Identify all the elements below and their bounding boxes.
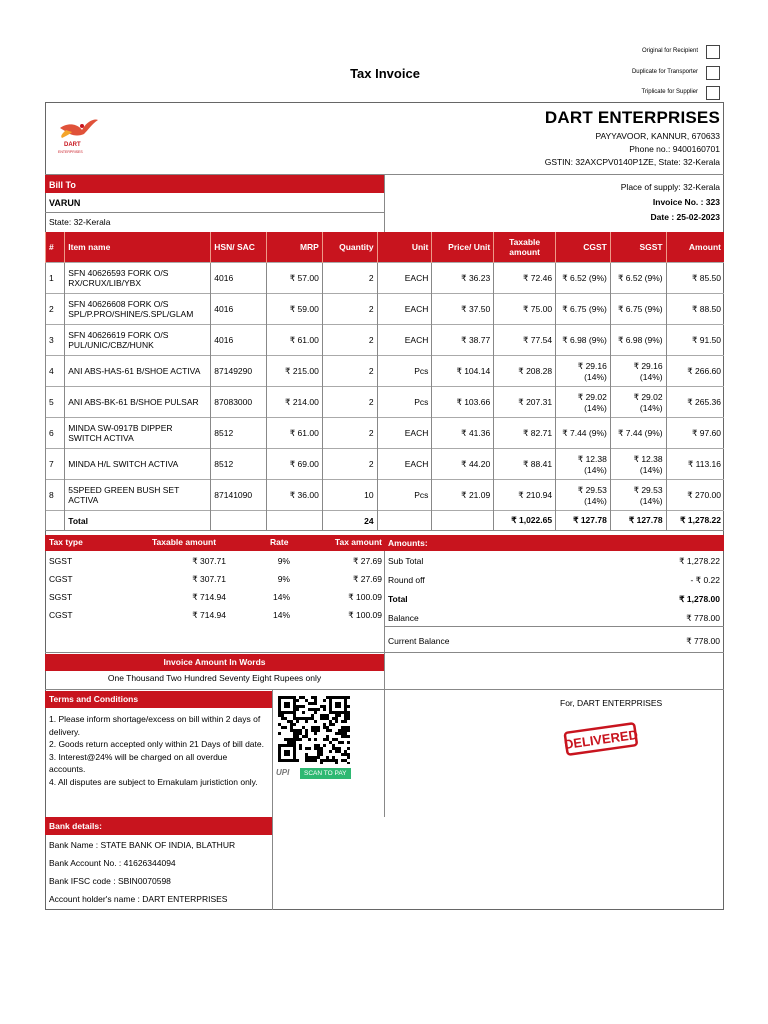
item-sgst: ₹ 29.53 (14%) — [610, 480, 666, 511]
bank-details-header: Bank details: — [45, 817, 272, 835]
item-price: ₹ 37.50 — [432, 294, 494, 325]
item-price: ₹ 44.20 — [432, 449, 494, 480]
tax-type: CGST — [49, 574, 73, 584]
tax-taxable: ₹ 307.71 — [192, 556, 226, 566]
item-sgst: ₹ 6.52 (9%) — [610, 263, 666, 294]
tax-type-header: Tax type — [49, 537, 83, 547]
logo-text: DART — [64, 142, 81, 148]
item-sgst: ₹ 6.75 (9%) — [610, 294, 666, 325]
item-name: SFN 40626619 FORK O/S PUL/UNIC/CBZ/HUNK — [65, 325, 211, 356]
upi-logo: UPI — [276, 768, 290, 777]
tax-amount: ₹ 27.69 — [352, 556, 382, 566]
total-label: Total — [65, 511, 211, 531]
company-details — [545, 108, 720, 167]
item-cgst: ₹ 6.52 (9%) — [556, 263, 611, 294]
item-unit: EACH — [377, 325, 432, 356]
amount-row — [384, 591, 724, 609]
total-cgst: ₹ 127.78 — [556, 511, 611, 531]
tax-amount: ₹ 100.09 — [348, 592, 382, 602]
item-qty: 2 — [322, 294, 377, 325]
account-holder: Account holder's name : DART ENTERPRISES — [49, 894, 228, 904]
delivered-stamp-icon — [562, 722, 640, 758]
tax-amount: ₹ 100.09 — [348, 610, 382, 620]
table-row — [46, 418, 725, 449]
item-index: 5 — [46, 387, 65, 418]
col-cgst: CGST — [556, 232, 611, 263]
item-mrp: ₹ 61.00 — [267, 325, 323, 356]
term-4: 4. All disputes are subject to Ernakulam juristiction only. — [49, 776, 258, 787]
current-balance-label: Current Balance — [388, 636, 450, 646]
item-price: ₹ 21.09 — [432, 480, 494, 511]
item-mrp: ₹ 36.00 — [267, 480, 323, 511]
total-amount: ₹ 1,278.22 — [666, 511, 724, 531]
table-row — [46, 449, 725, 480]
item-taxable: ₹ 208.28 — [494, 356, 556, 387]
item-mrp: ₹ 214.00 — [267, 387, 323, 418]
tax-row — [45, 571, 384, 589]
item-amount: ₹ 113.16 — [666, 449, 724, 480]
item-mrp: ₹ 69.00 — [267, 449, 323, 480]
amount-row — [384, 572, 724, 590]
table-row — [46, 294, 725, 325]
col-index: # — [46, 232, 65, 263]
item-hsn: 87141090 — [211, 480, 267, 511]
item-name: 5SPEED GREEN BUSH SET ACTIVA — [65, 480, 211, 511]
item-taxable: ₹ 88.41 — [494, 449, 556, 480]
amount-label: Sub Total — [388, 556, 424, 566]
item-mrp: ₹ 57.00 — [267, 263, 323, 294]
item-unit: EACH — [377, 449, 432, 480]
item-sgst: ₹ 6.98 (9%) — [610, 325, 666, 356]
item-qty: 2 — [322, 387, 377, 418]
amount-label: Round off — [388, 575, 425, 585]
item-sgst: ₹ 12.38 (14%) — [610, 449, 666, 480]
svg-text:DELIVERED: DELIVERED — [563, 726, 639, 753]
item-name: MINDA H/L SWITCH ACTIVA — [65, 449, 211, 480]
item-sgst: ₹ 29.02 (14%) — [610, 387, 666, 418]
item-cgst: ₹ 29.02 (14%) — [556, 387, 611, 418]
triplicate-checkbox[interactable] — [706, 86, 720, 100]
copy-option-duplicate: Duplicate for Transporter — [631, 69, 698, 75]
item-cgst: ₹ 6.98 (9%) — [556, 325, 611, 356]
item-hsn: 87149290 — [211, 356, 267, 387]
rate-header: Rate — [270, 537, 289, 547]
amount-row — [384, 553, 724, 571]
company-gstin: GSTIN: 32AXCPV0140P1ZE, State: 32-Kerala — [544, 157, 720, 167]
item-amount: ₹ 266.60 — [666, 356, 724, 387]
tax-type: CGST — [49, 610, 73, 620]
item-index: 6 — [46, 418, 65, 449]
col-hsn: HSN/ SAC — [211, 232, 267, 263]
copy-option-original: Original for Recipient — [641, 48, 698, 54]
amount-value: ₹ 1,278.00 — [679, 594, 720, 604]
totals-row — [46, 511, 725, 531]
total-qty: 24 — [322, 511, 377, 531]
item-hsn: 87083000 — [211, 387, 267, 418]
total-sgst: ₹ 127.78 — [610, 511, 666, 531]
item-taxable: ₹ 77.54 — [494, 325, 556, 356]
item-unit: EACH — [377, 263, 432, 294]
tax-row — [45, 553, 384, 571]
col-price: Price/ Unit — [432, 232, 494, 263]
invoice-date: Date : 25-02-2023 — [650, 212, 720, 222]
item-mrp: ₹ 59.00 — [267, 294, 323, 325]
item-name: SFN 40626593 FORK O/S RX/CRUX/LIB/YBX — [65, 263, 211, 294]
item-price: ₹ 36.23 — [432, 263, 494, 294]
terms-header: Terms and Conditions — [45, 691, 272, 708]
item-qty: 2 — [322, 449, 377, 480]
item-amount: ₹ 88.50 — [666, 294, 724, 325]
tax-taxable: ₹ 714.94 — [192, 592, 226, 602]
logo-subtext: ENTERPRISES — [58, 150, 83, 154]
items-header-row — [46, 232, 725, 263]
customer-name: VARUN — [49, 198, 81, 208]
current-balance-row — [384, 633, 724, 651]
table-row — [46, 356, 725, 387]
col-mrp: MRP — [267, 232, 323, 263]
qr-code-icon — [276, 694, 350, 764]
item-index: 3 — [46, 325, 65, 356]
term-3: 3. Interest@24% will be charged on all overdue accounts. — [49, 751, 228, 775]
customer-state: State: 32-Kerala — [49, 217, 111, 227]
item-index: 7 — [46, 449, 65, 480]
item-cgst: ₹ 7.44 (9%) — [556, 418, 611, 449]
current-balance-value: ₹ 778.00 — [686, 636, 720, 646]
terms-list — [49, 713, 265, 789]
item-cgst: ₹ 29.53 (14%) — [556, 480, 611, 511]
item-qty: 2 — [322, 263, 377, 294]
bank-ifsc: Bank IFSC code : SBIN0070598 — [49, 876, 171, 886]
col-taxable: Taxable amount — [494, 232, 556, 263]
taxable-amount-header: Taxable amount — [152, 537, 217, 547]
amount-label: Balance — [388, 613, 419, 623]
col-amount: Amount — [666, 232, 724, 263]
bill-to-header: Bill To — [45, 175, 384, 193]
col-unit: Unit — [377, 232, 432, 263]
col-quantity: Quantity — [322, 232, 377, 263]
item-qty: 10 — [322, 480, 377, 511]
amount-value: ₹ 778.00 — [686, 613, 720, 623]
tax-row — [45, 589, 384, 607]
item-hsn: 8512 — [211, 418, 267, 449]
item-unit: Pcs — [377, 480, 432, 511]
item-taxable: ₹ 75.00 — [494, 294, 556, 325]
item-amount: ₹ 85.50 — [666, 263, 724, 294]
item-unit: Pcs — [377, 387, 432, 418]
tax-row — [45, 607, 384, 625]
item-index: 8 — [46, 480, 65, 511]
table-row — [46, 263, 725, 294]
company-address: PAYYAVOOR, KANNUR, 670633 — [595, 131, 720, 141]
company-phone: Phone no.: 9400160701 — [629, 144, 720, 154]
tax-rate: 9% — [277, 556, 290, 566]
item-unit: Pcs — [377, 356, 432, 387]
tax-taxable: ₹ 714.94 — [192, 610, 226, 620]
item-sgst: ₹ 29.16 (14%) — [610, 356, 666, 387]
item-price: ₹ 104.14 — [432, 356, 494, 387]
item-index: 2 — [46, 294, 65, 325]
item-name: ANI ABS-BK-61 B/SHOE PULSAR — [65, 387, 211, 418]
table-row — [46, 387, 725, 418]
term-1: 1. Please inform shortage/excess on bill within 2 days of delivery. — [49, 714, 261, 737]
item-mrp: ₹ 215.00 — [267, 356, 323, 387]
amount-value: - ₹ 0.22 — [690, 575, 720, 585]
item-cgst: ₹ 6.75 (9%) — [556, 294, 611, 325]
item-mrp: ₹ 61.00 — [267, 418, 323, 449]
tax-amount: ₹ 27.69 — [352, 574, 382, 584]
item-hsn: 4016 — [211, 294, 267, 325]
original-checkbox[interactable] — [706, 45, 720, 59]
tax-type: SGST — [49, 592, 73, 602]
item-amount: ₹ 270.00 — [666, 480, 724, 511]
item-index: 1 — [46, 263, 65, 294]
item-sgst: ₹ 7.44 (9%) — [610, 418, 666, 449]
tax-rate: 14% — [272, 592, 290, 602]
page-title: Tax Invoice — [350, 66, 420, 81]
amounts-header: Amounts: — [384, 535, 724, 551]
for-company-label: For, DART ENTERPRISES — [560, 698, 663, 708]
item-name: ANI ABS-HAS-61 B/SHOE ACTIVA — [65, 356, 211, 387]
item-taxable: ₹ 72.46 — [494, 263, 556, 294]
tax-type: SGST — [49, 556, 73, 566]
item-hsn: 4016 — [211, 325, 267, 356]
col-item-name: Item name — [65, 232, 211, 263]
tax-rate: 14% — [272, 610, 290, 620]
item-unit: EACH — [377, 418, 432, 449]
tax-rate: 9% — [277, 574, 290, 584]
table-row — [46, 325, 725, 356]
item-index: 4 — [46, 356, 65, 387]
total-taxable: ₹ 1,022.65 — [494, 511, 556, 531]
item-price: ₹ 103.66 — [432, 387, 494, 418]
amount-value: ₹ 1,278.22 — [679, 556, 720, 566]
item-name: MINDA SW-0917B DIPPER SWITCH ACTIVA — [65, 418, 211, 449]
bank-name: Bank Name : STATE BANK OF INDIA, BLATHUR — [49, 840, 236, 850]
tax-taxable: ₹ 307.71 — [192, 574, 226, 584]
items-table — [45, 232, 724, 531]
payment-qr-code[interactable] — [276, 694, 350, 764]
item-hsn: 4016 — [211, 263, 267, 294]
bank-account-no: Bank Account No. : 41626344094 — [49, 858, 176, 868]
place-of-supply: Place of supply: 32-Kerala — [620, 182, 720, 192]
tax-amount-header: Tax amount — [334, 537, 382, 547]
company-name: DART ENTERPRISES — [544, 108, 720, 127]
item-qty: 2 — [322, 418, 377, 449]
term-2: 2. Goods return accepted only within 21 Days of bill date. — [49, 739, 264, 750]
invoice-number: Invoice No. : 323 — [652, 197, 720, 207]
item-name: SFN 40626608 FORK O/S SPL/P.PRO/SHINE/S.SPL/GLAM — [65, 294, 211, 325]
company-logo — [52, 110, 102, 160]
table-row — [46, 480, 725, 511]
item-hsn: 8512 — [211, 449, 267, 480]
item-price: ₹ 38.77 — [432, 325, 494, 356]
item-cgst: ₹ 12.38 (14%) — [556, 449, 611, 480]
delivered-stamp — [562, 722, 640, 758]
item-cgst: ₹ 29.16 (14%) — [556, 356, 611, 387]
item-amount: ₹ 97.60 — [666, 418, 724, 449]
scan-to-pay-badge: SCAN TO PAY — [300, 768, 351, 779]
item-taxable: ₹ 207.31 — [494, 387, 556, 418]
item-amount: ₹ 91.50 — [666, 325, 724, 356]
amount-label: Total — [388, 594, 408, 604]
item-qty: 2 — [322, 356, 377, 387]
amount-in-words: One Thousand Two Hundred Seventy Eight Rupees only — [107, 673, 322, 683]
copy-option-triplicate: Triplicate for Supplier — [641, 89, 698, 95]
item-qty: 2 — [322, 325, 377, 356]
tax-table-header — [45, 535, 384, 551]
col-sgst: SGST — [610, 232, 666, 263]
item-taxable: ₹ 82.71 — [494, 418, 556, 449]
item-price: ₹ 41.36 — [432, 418, 494, 449]
amount-in-words-header: Invoice Amount In Words — [45, 654, 384, 671]
item-taxable: ₹ 210.94 — [494, 480, 556, 511]
item-amount: ₹ 265.36 — [666, 387, 724, 418]
item-unit: EACH — [377, 294, 432, 325]
